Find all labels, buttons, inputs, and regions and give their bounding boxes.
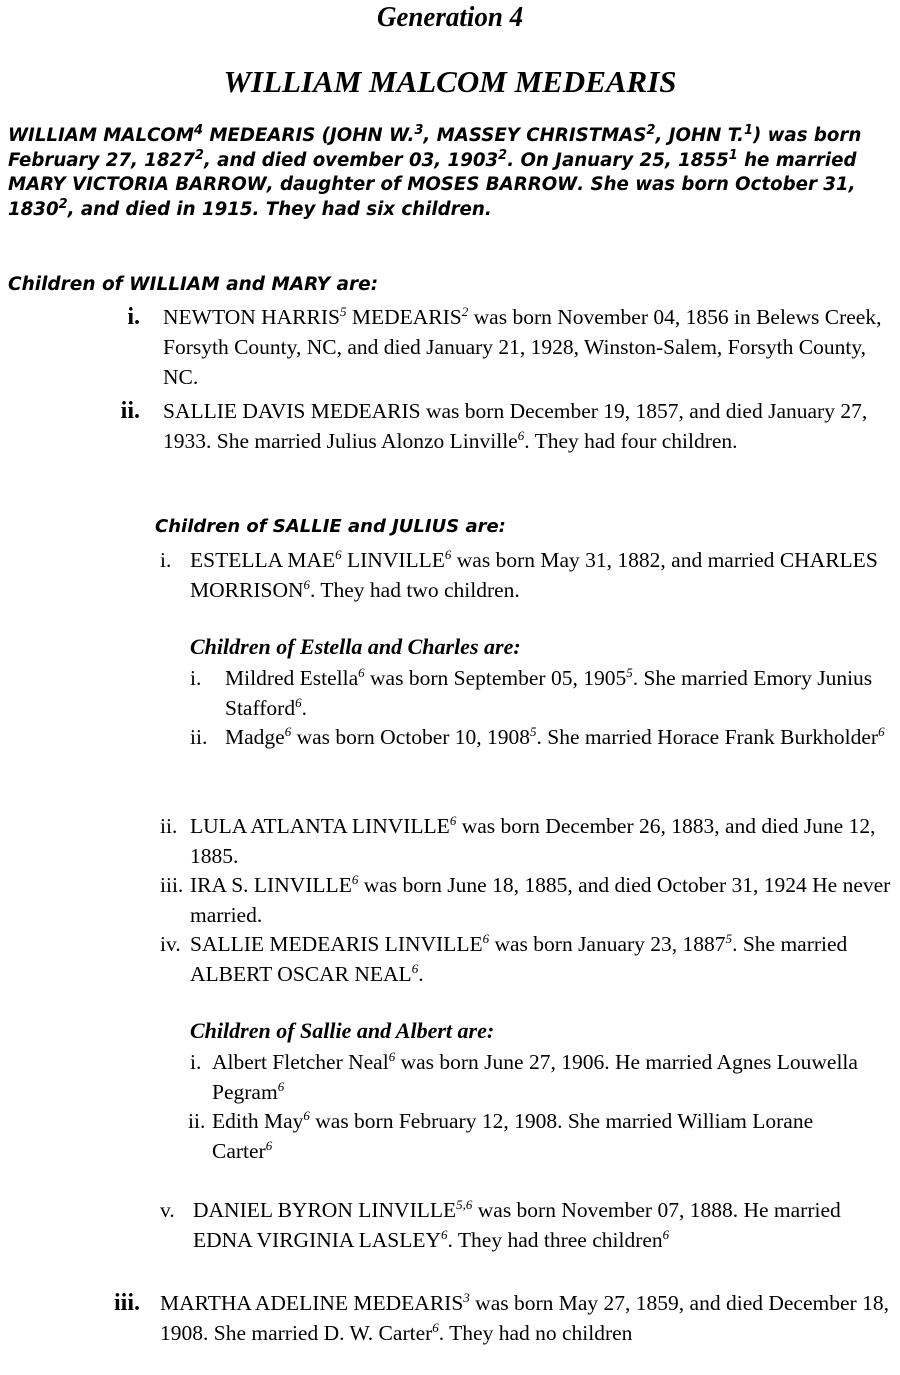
daniel-entry: DANIEL BYRON LINVILLE$^{5,6}$ was born November 07, 1888. He married EDNA VIRGINIA LASLEY$^6$. They had three children$^6$	[193, 1196, 841, 1252]
edith-number: ii.	[188, 1109, 206, 1133]
albert-number: i.	[190, 1050, 202, 1074]
edith-entry: Edith May$^6$ was born February 12, 1908. She married William Lorane Carter$^6$	[212, 1107, 814, 1163]
madge-entry: Madge$^6$ was born October 10, 1908$^5$. She married Horace Frank Burkholder$^6$	[225, 723, 885, 749]
child-i-number: i.	[127, 304, 140, 330]
mildred-entry: Mildred Estella$^6$ was born September 05, 1905$^5$. She married Emory Junius Stafford$^6$.	[225, 664, 873, 720]
sallie-m-entry: SALLIE MEDEARIS LINVILLE$^6$ was born January 23, 1887$^5$. She married ALBERT OSCAR NEAL$^6$.	[190, 930, 848, 986]
intro-paragraph: WILLIAM MALCOM$^4$ MEDEARIS (JOHN W.$^3$, MASSEY CHRISTMAS$^2$, JOHN T.$^1$) was born February 27, 1827$^2$, and died ovember 03, 1903$^2$. On January 25, 1855$^1$ he married MARY VICTORIA BARROW, daughter of MOSES BARROW. She was born October 31, 1830$^2$, and died in 1915. They had six children.	[8, 122, 862, 220]
lula-entry: LULA ATLANTA LINVILLE$^6$ was born December 26, 1883, and died June 12, 1885.	[190, 812, 876, 868]
generation-label: Generation 4	[376, 1, 524, 33]
child-i-entry: NEWTON HARRIS$^5$ MEDEARIS$^2$ was born November 04, 1856 in Belews Creek, Forsyth County, NC, and died January 21, 1928, Winston-Salem, Forsyth County, NC.	[163, 303, 882, 389]
page-title: WILLIAM MALCOM MEDEARIS	[223, 64, 677, 99]
child-iii-number: iii.	[113, 1290, 140, 1316]
estella-number: i.	[160, 548, 172, 572]
ira-number: iii.	[160, 873, 184, 897]
albert-entry: Albert Fletcher Neal$^6$ was born June 27, 1906. He married Agnes Louwella Pegram$^6$	[212, 1048, 858, 1104]
children-heading: Children of WILLIAM and MARY are:	[8, 274, 379, 295]
child-iii-entry: MARTHA ADELINE MEDEARIS$^3$ was born May 27, 1859, and died December 18, 1908. She married D. W. Carter$^6$. They had no children	[160, 1289, 889, 1345]
sallie-m-number: iv.	[160, 932, 181, 956]
madge-number: ii.	[190, 725, 208, 749]
daniel-number: v.	[160, 1198, 175, 1222]
child-ii-number: ii.	[120, 398, 140, 424]
child-ii-entry: SALLIE DAVIS MEDEARIS was born December 19, 1857, and died January 27, 1933. She married Julius Alonzo Linville$^6$. They had four children.	[163, 399, 868, 453]
mildred-number: i.	[190, 666, 202, 690]
estella-entry: ESTELLA MAE$^6$ LINVILLE$^6$ was born May 31, 1882, and married CHARLES MORRISON$^6$. They had two children.	[190, 546, 878, 602]
ira-entry: IRA S. LINVILLE$^6$ was born June 18, 1885, and died October 31, 1924 He never married.	[190, 871, 891, 927]
lula-number: ii.	[160, 814, 178, 838]
sallie-children-albert-heading: Children of Sallie and Albert are:	[190, 1018, 495, 1043]
estella-children-heading: Children of Estella and Charles are:	[190, 634, 521, 659]
sallie-children-heading: Children of SALLIE and JULIUS are:	[155, 516, 506, 537]
